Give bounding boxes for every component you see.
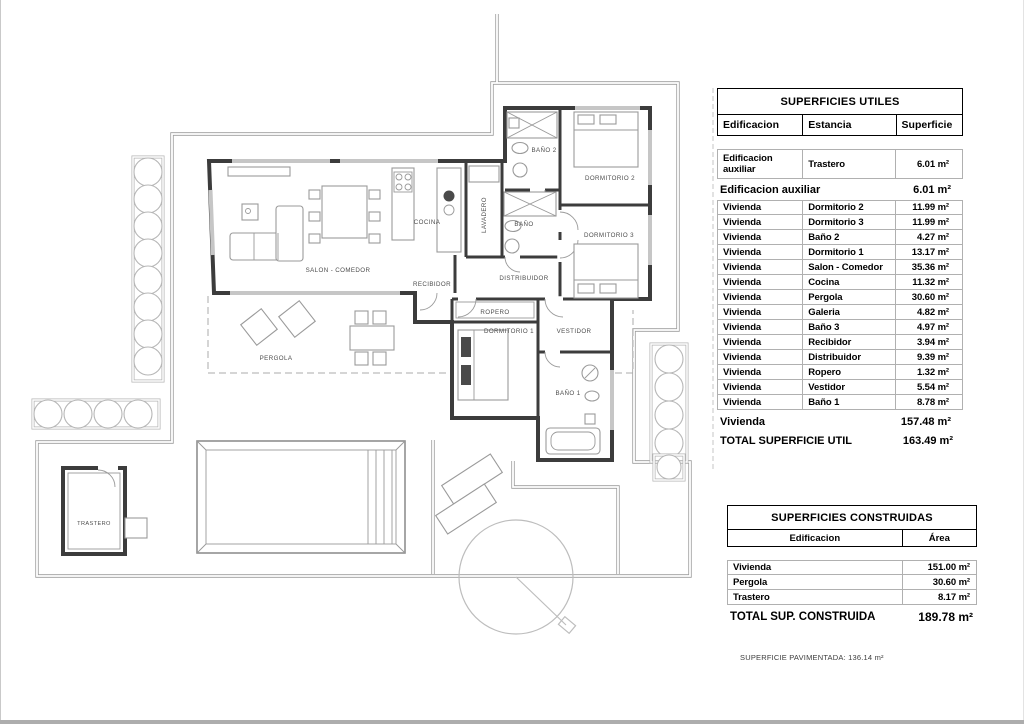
cell-estancia: Salon - Comedor [803, 260, 896, 274]
subtotal-value: 157.48 m² [900, 415, 951, 428]
table-row [717, 335, 963, 350]
cell-estancia: Dormitorio 3 [803, 215, 896, 229]
table-header-row [717, 115, 963, 136]
vivienda-rows [717, 200, 963, 410]
cell-edificacion: Vivienda [718, 320, 803, 334]
cell-estancia: Vestidor [803, 380, 896, 394]
cell-edificacion: Vivienda [718, 335, 803, 349]
aux-subtotal-row [717, 179, 963, 200]
cell-area: 151.00 m² [927, 562, 970, 573]
room-label-bano1: BAÑO 1 [555, 390, 581, 397]
cell-superficie: 5.54 m² [916, 381, 949, 393]
cell-estancia: Trastero [803, 150, 896, 178]
cell-estancia: Baño 3 [803, 320, 896, 334]
total-value: 189.78 m² [918, 610, 973, 624]
cell-superficie: 3.94 m² [916, 336, 949, 348]
cell-superficie: 11.99 m² [912, 202, 949, 213]
total-value: 163.49 m² [902, 434, 953, 447]
cell-superficie: 1.32 m² [916, 366, 949, 378]
table-row [717, 275, 963, 290]
cell-edificacion: Vivienda [718, 230, 803, 244]
subtotal-label: Edificacion auxiliar [720, 183, 821, 196]
subtotal-value: 6.01 m² [913, 183, 951, 196]
room-label-bano: BAÑO [514, 221, 534, 228]
room-label-bano2: BAÑO 2 [531, 147, 557, 154]
tree-strip-right [651, 344, 687, 480]
room-label-recibidor: RECIBIDOR [413, 281, 451, 288]
cell-superficie: 11.32 m² [912, 276, 949, 288]
cell-estancia: Cocina [803, 275, 896, 289]
cell-superficie: 6.01 m² [916, 158, 949, 170]
cell-edificacion: Pergola [728, 575, 903, 589]
table-row [717, 215, 963, 230]
superficies-construidas-table [727, 505, 977, 629]
col-header-estancia: Estancia [803, 115, 896, 135]
cell-edificacion: Vivienda [718, 290, 803, 304]
superficies-utiles-table [717, 88, 963, 450]
table-row [727, 575, 977, 590]
tree-strip-left [133, 157, 163, 381]
cell-edificacion: Vivienda [718, 215, 803, 229]
total-construida-row [727, 605, 977, 629]
pool [197, 441, 405, 553]
table-row [717, 245, 963, 260]
cell-superficie: 11.99 m² [912, 216, 949, 228]
cell-edificacion: Vivienda [718, 380, 803, 394]
page-edge-left [0, 0, 1, 724]
room-label-ropero: ROPERO [480, 309, 510, 316]
cell-superficie: 9.39 m² [916, 351, 949, 363]
cell-estancia: Distribuidor [803, 350, 896, 364]
room-label-dormitorio1: DORMITORIO 1 [483, 328, 535, 335]
cell-edificacion: Vivienda [718, 350, 803, 364]
subtotal-label: Vivienda [720, 415, 766, 428]
cell-superficie: 35.36 m² [911, 261, 949, 273]
cell-edificacion: Vivienda [718, 365, 803, 379]
cell-edificacion: Vivienda [728, 561, 903, 574]
table-row [717, 350, 963, 365]
big-tree [436, 454, 576, 634]
table-row [717, 290, 963, 305]
cell-superficie: 8.78 m² [916, 396, 949, 408]
cell-edificacion: Vivienda [718, 245, 803, 259]
vivienda-subtotal-row [717, 412, 963, 431]
cell-estancia: Ropero [803, 365, 896, 379]
cell-edificacion: Vivienda [718, 305, 803, 319]
total-label: TOTAL SUPERFICIE UTIL [720, 434, 853, 447]
cell-superficie: 13.17 m² [911, 246, 949, 258]
room-label-distribuidor: DISTRIBUIDOR [499, 275, 549, 282]
table-row [717, 200, 963, 215]
cell-estancia: Recibidor [803, 335, 896, 349]
cell-superficie: 4.82 m² [916, 306, 949, 318]
cell-estancia: Baño 2 [803, 230, 896, 244]
cell-estancia: Baño 1 [803, 395, 896, 409]
table-header-row [727, 530, 977, 547]
page-edge-bottom [0, 720, 1024, 724]
col-header-area: Área [928, 532, 950, 544]
table-row [717, 365, 963, 380]
room-label-dormitorio2: DORMITORIO 2 [584, 175, 636, 182]
table-row [717, 230, 963, 245]
construidas-rows [727, 560, 977, 605]
cell-edificacion: Vivienda [718, 275, 803, 289]
trastero-room [63, 468, 147, 554]
room-label-lavadero: LAVADERO [481, 197, 488, 233]
cell-edificacion: Trastero [728, 590, 903, 604]
cell-edificacion: Vivienda [718, 395, 803, 409]
room-label-salon: SALON - COMEDOR [305, 267, 371, 274]
cell-area: 8.17 m² [937, 591, 970, 603]
room-label-dormitorio3: DORMITORIO 3 [583, 232, 635, 239]
cell-estancia: Dormitorio 2 [803, 201, 896, 214]
room-label-trastero: TRASTERO [77, 521, 111, 527]
table-title: SUPERFICIES UTILES [717, 88, 963, 115]
cell-superficie: 30.60 m² [911, 291, 949, 303]
col-header-edificacion: Edificacion [718, 115, 803, 135]
table-row [727, 590, 977, 605]
room-label-cocina: COCINA [413, 219, 441, 226]
col-header-superficie: Superficie [901, 119, 953, 131]
table-row [717, 320, 963, 335]
table-row [717, 260, 963, 275]
total-util-row [717, 431, 963, 450]
table-row [717, 149, 963, 179]
tree-strip-bottom [33, 400, 159, 428]
table-row [717, 380, 963, 395]
cell-estancia: Pergola [803, 290, 896, 304]
col-header-edificacion: Edificacion [728, 530, 903, 546]
cell-estancia: Dormitorio 1 [803, 245, 896, 259]
table-row [727, 560, 977, 575]
table-title: SUPERFICIES CONSTRUIDAS [727, 505, 977, 530]
cell-superficie: 4.97 m² [916, 321, 949, 333]
cell-edificacion: Edificacion auxiliar [718, 150, 803, 178]
aux-row-block [717, 149, 963, 179]
room-label-pergola: PERGOLA [259, 355, 293, 362]
room-label-vestidor: VESTIDOR [556, 328, 592, 335]
cell-edificacion: Vivienda [718, 260, 803, 274]
cell-estancia: Galeria [803, 305, 896, 319]
paved-surface-note: SUPERFICIE PAVIMENTADA: 136.14 m² [740, 653, 884, 662]
cell-edificacion: Vivienda [718, 201, 803, 214]
cell-area: 30.60 m² [932, 576, 970, 588]
cell-superficie: 4.27 m² [916, 231, 949, 243]
table-row [717, 395, 963, 410]
table-row [717, 305, 963, 320]
total-label: TOTAL SUP. CONSTRUIDA [730, 611, 876, 623]
